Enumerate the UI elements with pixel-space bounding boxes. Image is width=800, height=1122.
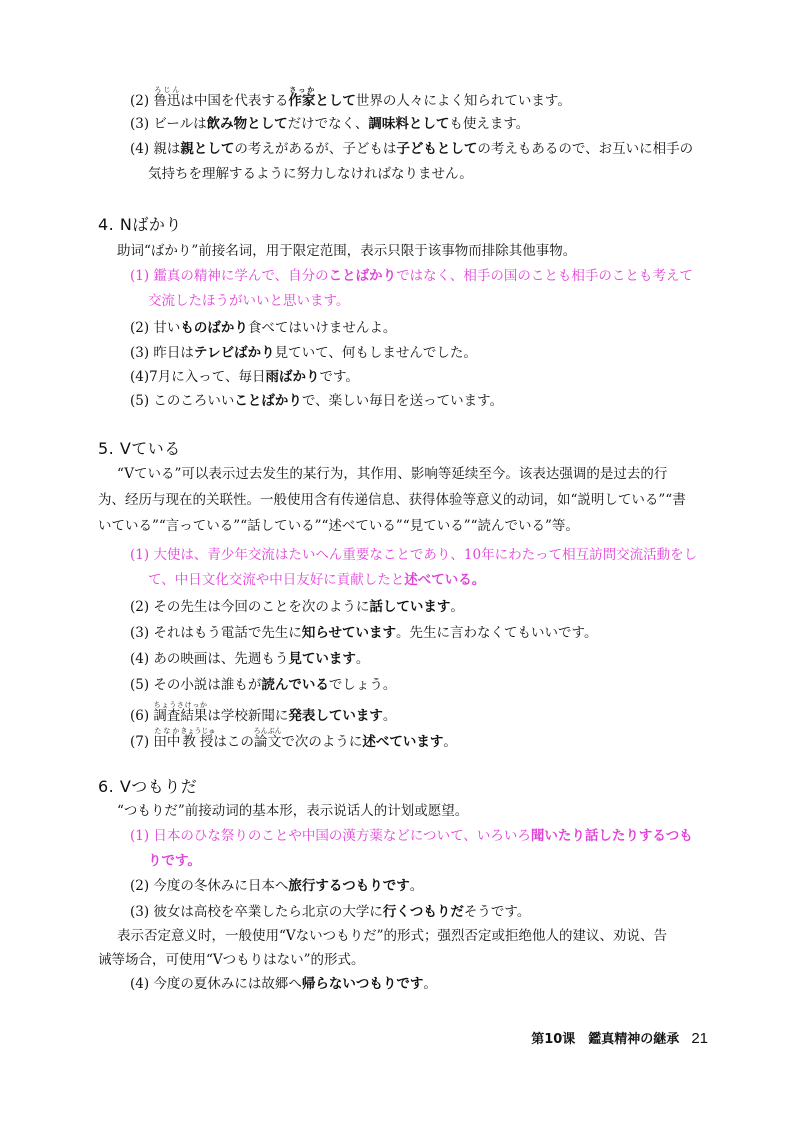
example-4-4: (4)7月に入って、毎日雨ばかりです。: [130, 369, 359, 385]
ruby-word: 作家さっか: [288, 86, 316, 109]
example-6-2: (2) 今度の冬休みに日本へ旅行するつもりです。: [130, 878, 424, 894]
bold-phrase: 読んでいる: [261, 677, 329, 693]
example-4-1: (1) 鑑真の精神に学んで、自分のことばかりではなく、相手の国のことも相手のことも考えて: [130, 268, 693, 284]
bold-phrase: 旅行するつもりです: [288, 878, 410, 894]
example-5-1: (1) 大使は、青少年交流はたいへん重要なことであり、10年にわたって相互訪問交流活動をし: [130, 547, 698, 563]
explanation-5-line1: “Vている”可以表示过去发生的某行为，其作用、影响等延续至今。该表达强调的是过去的行: [117, 466, 668, 482]
example-5-5: (5) その小説は誰もが読んでいるでしょう。: [130, 677, 397, 693]
example-6-3: (3) 彼女は高校を卒業したら北京の大学に行くつもりだそうです。: [130, 904, 531, 920]
bold-phrase: 調味料として: [368, 116, 450, 132]
example-6-1: (1) 日本のひな祭りのことや中国の漢方薬などについて、いろいろ聞いたり話したりするつも: [130, 828, 693, 844]
ruby-word: 調査結果ちょうさけっか: [153, 701, 208, 724]
example-5-3: (3) それはもう電話で先生に知らせています。先生に言わなくてもいいです。: [130, 625, 598, 641]
example-3-2: (2) 鲁迅ろじんは中国を代表する作家さっかとして世界の人々によく知られています。: [130, 86, 571, 109]
lesson-title: 第10课 鑑真精神の継承: [531, 1032, 680, 1047]
bold-phrase: ことばかり: [234, 393, 302, 409]
example-5-1-cont: て、中日文化交流や中日友好に貢献したと述べている。: [148, 572, 486, 588]
section-heading-6: 6. Vつもりだ: [98, 777, 198, 796]
bold-phrase: 子どもとして: [396, 141, 478, 157]
bold-phrase: 行くつもりだ: [382, 904, 464, 920]
example-3-3: (3) ビールは飲み物としてだけでなく、調味料としても使えます。: [130, 116, 530, 132]
example-5-4: (4) あの映画は、先週もう見ています。: [130, 651, 370, 667]
bold-phrase: 発表しています: [288, 708, 383, 724]
example-5-6: (6) 調査結果ちょうさけっかは学校新聞に発表しています。: [130, 701, 397, 724]
explanation-6-2-line2: 诫等场合，可使用“Vつもりはない”的形式。: [98, 952, 365, 968]
bold-phrase: りです。: [148, 853, 201, 869]
page-footer: [531, 1028, 708, 1047]
example-6-1-cont: [148, 851, 201, 871]
explanation-5-line2: 为、经历与现在的关联性。一般使用含有传递信息、获得体验等意义的动词，如“説明している”“書: [98, 492, 686, 508]
bold-phrase: 話しています: [369, 599, 451, 615]
explanation-6-2-line1: 表示否定意义时，一般使用“Vないつもりだ”的形式；强烈否定或拒绝他人的建议、劝说、告: [117, 928, 668, 944]
ruby-word: 田中たなか: [153, 727, 181, 750]
explanation-6: “つもりだ”前接动词的基本形，表示说话人的计划或愿望。: [117, 803, 469, 819]
example-4-5: (5) このころいいことばかりで、楽しい毎日を送っています。: [130, 393, 504, 409]
example-3-4-cont: 気持ちを理解するように努力しなければなりません。: [148, 166, 473, 182]
bold-phrase: 見ています: [288, 651, 356, 667]
ruby-word: 教授きょうじゅ: [180, 727, 216, 750]
example-6-4: (4) 今度の夏休みには故郷へ帰らないつもりです。: [130, 976, 437, 992]
explanation-4: 助词“ばかり”前接名词，用于限定范围，表示只限于该事物而排除其他事物。: [117, 243, 577, 259]
bold-phrase: 親として: [180, 141, 235, 157]
example-4-1-cont: 交流したほうがいいと思います。: [148, 293, 350, 309]
bold-phrase: テレビばかり: [193, 345, 275, 361]
example-5-7: (7) 田中たなか教授きょうじゅはこの論文ろんぶんで次のように述べています。: [130, 727, 457, 750]
bold-phrase: 述べています: [362, 734, 444, 750]
bold-phrase: 飲み物として: [206, 116, 288, 132]
example-5-2: (2) その先生は今回のことを次のように話しています。: [130, 599, 464, 615]
section-heading-4: 4. Nばかり: [98, 215, 182, 234]
ruby-word: 論文ろんぶん: [253, 727, 282, 750]
example-3-4: (4) 親は親としての考えがあるが、子どもは子どもとしての考えもあるので、お互いに相手の: [130, 141, 694, 157]
bold-phrase: 聞いたり話したりするつも: [530, 828, 693, 844]
bold-phrase: ことばかり: [328, 268, 397, 284]
ruby-word: 鲁迅ろじん: [153, 86, 181, 109]
page-number: 21: [691, 1030, 708, 1047]
bold-phrase: ものばかり: [180, 320, 248, 336]
bold-phrase: 知らせています: [301, 625, 397, 641]
example-4-3: (3) 昨日はテレビばかり見ていて、何もしませんでした。: [130, 345, 477, 361]
bold-phrase: 述べている。: [404, 572, 486, 588]
example-4-2: (2) 甘いものばかり食べてはいけませんよ。: [130, 320, 397, 336]
bold-phrase: 帰らないつもりです: [301, 976, 424, 992]
bold-phrase: 雨ばかり: [265, 369, 320, 385]
explanation-5-line3: いている”“言っている”“話している”“述べている”“見ている”“読んでいる”等。: [98, 518, 579, 534]
section-heading-5: 5. Vている: [98, 439, 181, 458]
example-text: (2): [130, 93, 154, 109]
